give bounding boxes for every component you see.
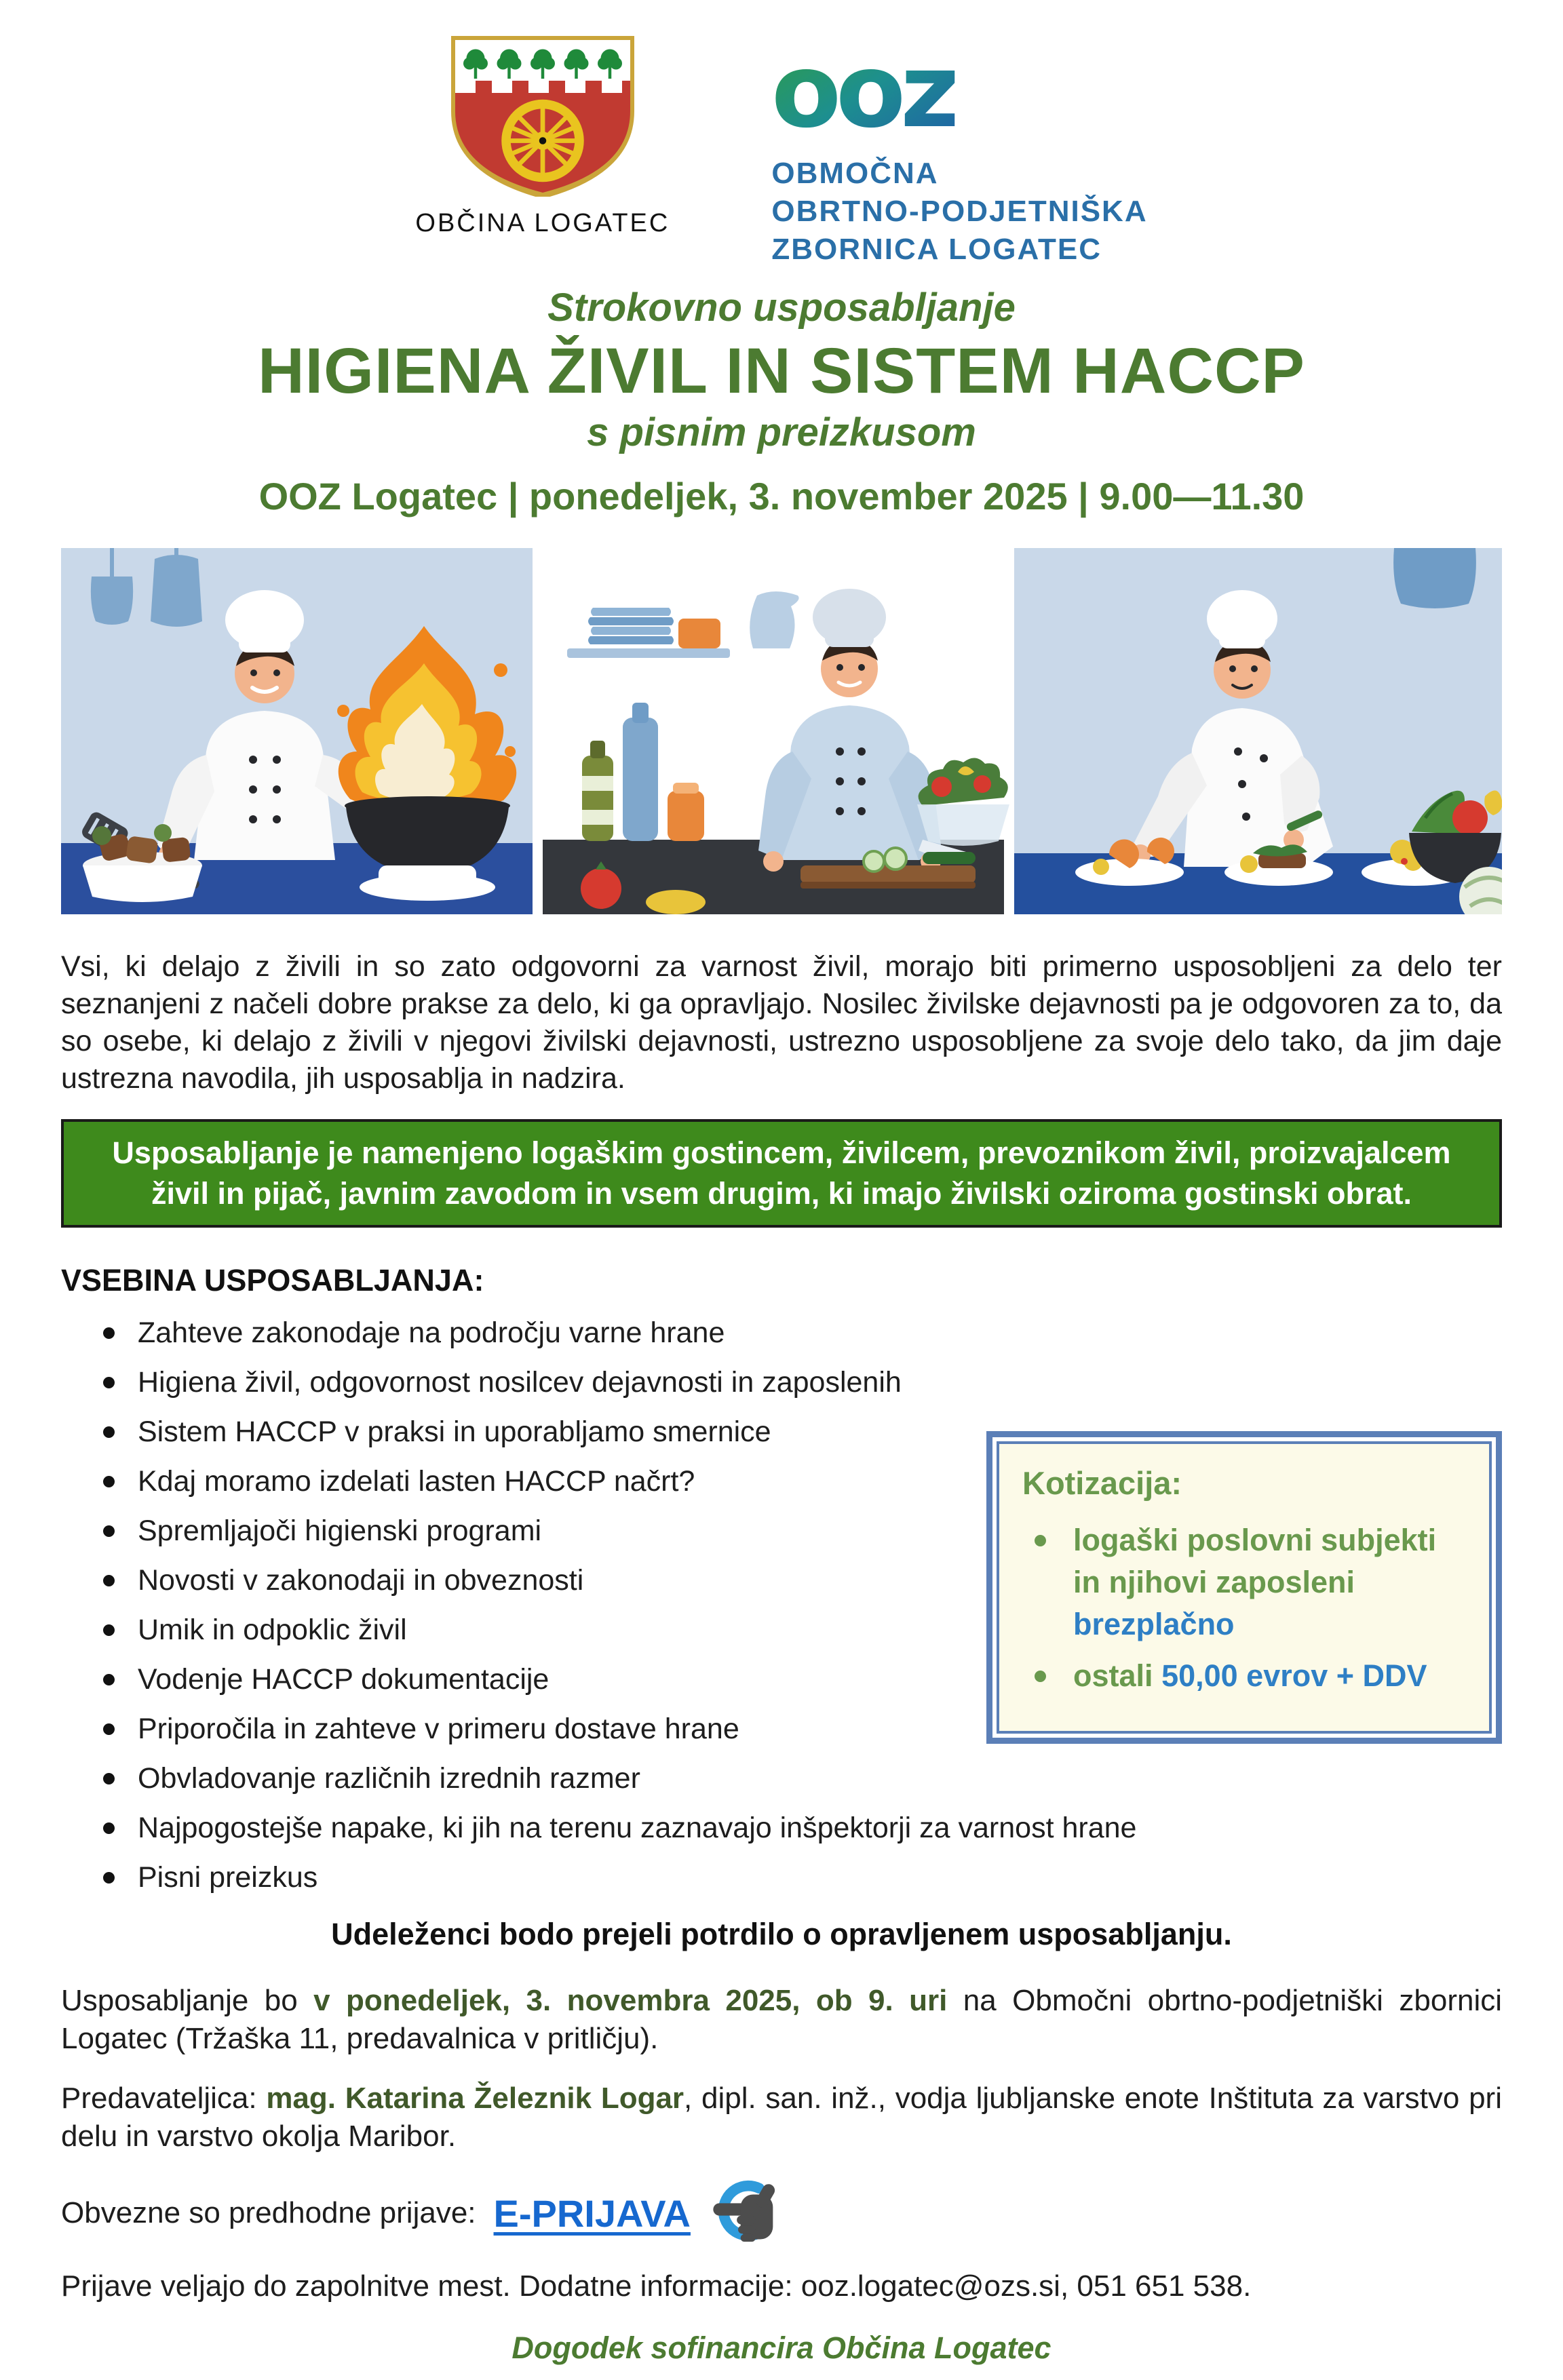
bullet-dot	[103, 1624, 115, 1636]
lecturer-name-emphasis: mag. Katarina Železnik Logar	[266, 2082, 684, 2115]
agenda-item: Obvladovanje različnih izrednih razmer	[61, 1760, 1502, 1797]
agenda-item: Spremljajoči higienski programi	[61, 1513, 1502, 1550]
corn-icon	[646, 890, 706, 914]
bullet-dot	[103, 1327, 115, 1339]
click-hand-icon	[708, 2176, 783, 2250]
jug-icon	[750, 591, 798, 648]
registration-label: Obvezne so predhodne prijave:	[61, 2196, 476, 2229]
agenda-item: Zahteve zakonodaje na področju varne hrane	[61, 1314, 1502, 1352]
bullet-dot	[103, 1377, 115, 1388]
lecturer-pre: Predavateljica:	[61, 2082, 267, 2115]
event-schedule: OOZ Logatec | ponedeljek, 3. november 2025 | 9.00—11.30	[258, 475, 1305, 518]
page-title: HIGIENA ŽIVIL IN SISTEM HACCP	[258, 335, 1305, 407]
panel-chef-frying	[61, 548, 533, 914]
bullet-dot	[103, 1773, 115, 1784]
ooz-logo-icon	[771, 39, 1063, 148]
agenda-item: Novosti v zakonodaji in obveznosti	[61, 1562, 1502, 1599]
municipality-caption: OBČINA LOGATEC	[415, 209, 670, 237]
eprijava-link[interactable]: E-PRIJAVA	[493, 2191, 691, 2235]
ooz-org-name	[771, 155, 1147, 269]
bullet-dot	[103, 1525, 115, 1537]
bullet-dot	[103, 1575, 115, 1586]
agenda-item: Pisni preizkus	[61, 1859, 1502, 1896]
fee-item-price: 50,00 evrov + DDV	[1161, 1658, 1427, 1693]
ooz-line-1: OBMOČNA	[771, 157, 939, 190]
registration-line	[61, 2176, 1502, 2250]
bullet-dot	[103, 1872, 115, 1884]
agenda-item: Najpogostejše napake, ki jih na terenu zaznavajo inšpektorji za varnost hrane	[61, 1810, 1502, 1847]
intro-paragraph: Vsi, ki delajo z živili in so zato odgovorni za varnost živil, morajo biti primerno usposobljeni za delo ter seznanjeni z načeli dobre prakse za delo, ki ga opravljajo. Nosilec živilske dejavnosti pa je odgovoren za to, da so osebe, ki delajo z živili v njegovi živilski dejavnosti, ustrezno usposobljene za svoje delo tako, da jim daje ustrezna navodila, jih usposablja in nadzira.	[61, 950, 1502, 1095]
bullet-dot	[103, 1674, 115, 1685]
bullet-dot	[1035, 1535, 1046, 1546]
bullet-dot	[103, 1822, 115, 1834]
audience-banner: Usposabljanje je namenjeno logaškim gostincem, živilcem, prevoznikom živil, proizvajalcem živil in pijač, javnim zavodom in vsem drugim, ki imajo živilski oziroma gostinski obrat.	[61, 1119, 1502, 1228]
ooz-logo	[771, 34, 1147, 269]
hanging-lamp-icon	[1393, 548, 1476, 608]
fee-list	[1022, 1519, 1466, 1697]
bullet-dot	[103, 1476, 115, 1487]
bullet-dot	[1035, 1671, 1046, 1682]
event-subtitle: s pisnim preizkusom	[587, 410, 976, 454]
agenda-item: Priporočila in zahteve v primeru dostave hrane	[61, 1711, 1502, 1748]
agenda-item: Kdaj moramo izdelati lasten HACCP načrt?	[61, 1463, 1502, 1500]
certificate-line: Udeleženci bodo prejeli potrdilo o opravljenem usposabljanju.	[331, 1917, 1232, 1951]
fee-item-label: logaški poslovni subjekti in njihovi zaposleni	[1073, 1523, 1437, 1599]
lecturer-paragraph	[61, 2080, 1502, 2155]
bullet-dot	[103, 1723, 115, 1735]
when-post: na Območni obrtno-podjetniški zbornici Logatec (Tržaška 11, predavalnica v pritličju).	[61, 1984, 1502, 2055]
fee-item-label: ostali	[1073, 1658, 1153, 1693]
fee-box-heading: Kotizacija:	[1022, 1465, 1182, 1501]
when-paragraph	[61, 1982, 1502, 2058]
info-line: Prijave veljajo do zapolnitve mest. Dodatne informacije: ooz.logatec@ozs.si, 051 651 538.	[61, 2269, 1252, 2303]
footer-sponsor-line: Dogodek sofinancira Občina Logatec	[512, 2330, 1051, 2365]
fee-item	[1022, 1519, 1466, 1645]
fee-box	[986, 1431, 1502, 1744]
ooz-line-3: ZBORNICA LOGATEC	[771, 233, 1102, 266]
panel-chef-cutting	[543, 548, 1009, 914]
agenda-item: Sistem HACCP v praksi in uporabljamo smernice	[61, 1413, 1502, 1451]
panel-chef-plating	[1014, 548, 1502, 914]
ooz-line-2: OBRTNO-PODJETNIŠKA	[771, 195, 1148, 228]
when-date-emphasis: v ponedeljek, 3. novembra 2025, ob 9. uri	[313, 1984, 948, 2017]
agenda-item: Higiena živil, odgovornost nosilcev dejavnosti in zaposlenih	[61, 1364, 1502, 1401]
tomato-icon	[581, 868, 621, 909]
municipality-logo	[415, 34, 670, 238]
agenda-item: Vodenje HACCP dokumentacije	[61, 1661, 1502, 1698]
lecturer-post: , dipl. san. inž., vodja ljubljanske enote Inštituta za varstvo pri delu in varstvo okolja Maribor.	[61, 2082, 1502, 2153]
wagon-wheel	[506, 104, 579, 178]
event-kicker: Strokovno usposabljanje	[547, 286, 1016, 330]
bullet-dot	[103, 1426, 115, 1438]
svg-text:ooz: ooz	[771, 39, 954, 148]
fee-item-price: brezplačno	[1073, 1607, 1235, 1641]
header-logos	[61, 0, 1502, 269]
coat-of-arms-icon	[441, 34, 644, 197]
agenda-section	[61, 1263, 1502, 1896]
kitchen-illustration	[61, 548, 1502, 914]
agenda-heading: VSEBINA USPOSABLJANJA:	[61, 1263, 484, 1298]
when-pre: Usposabljanje bo	[61, 1984, 314, 2017]
fee-item	[1022, 1655, 1466, 1697]
agenda-item: Umik in odpoklic živil	[61, 1612, 1502, 1649]
